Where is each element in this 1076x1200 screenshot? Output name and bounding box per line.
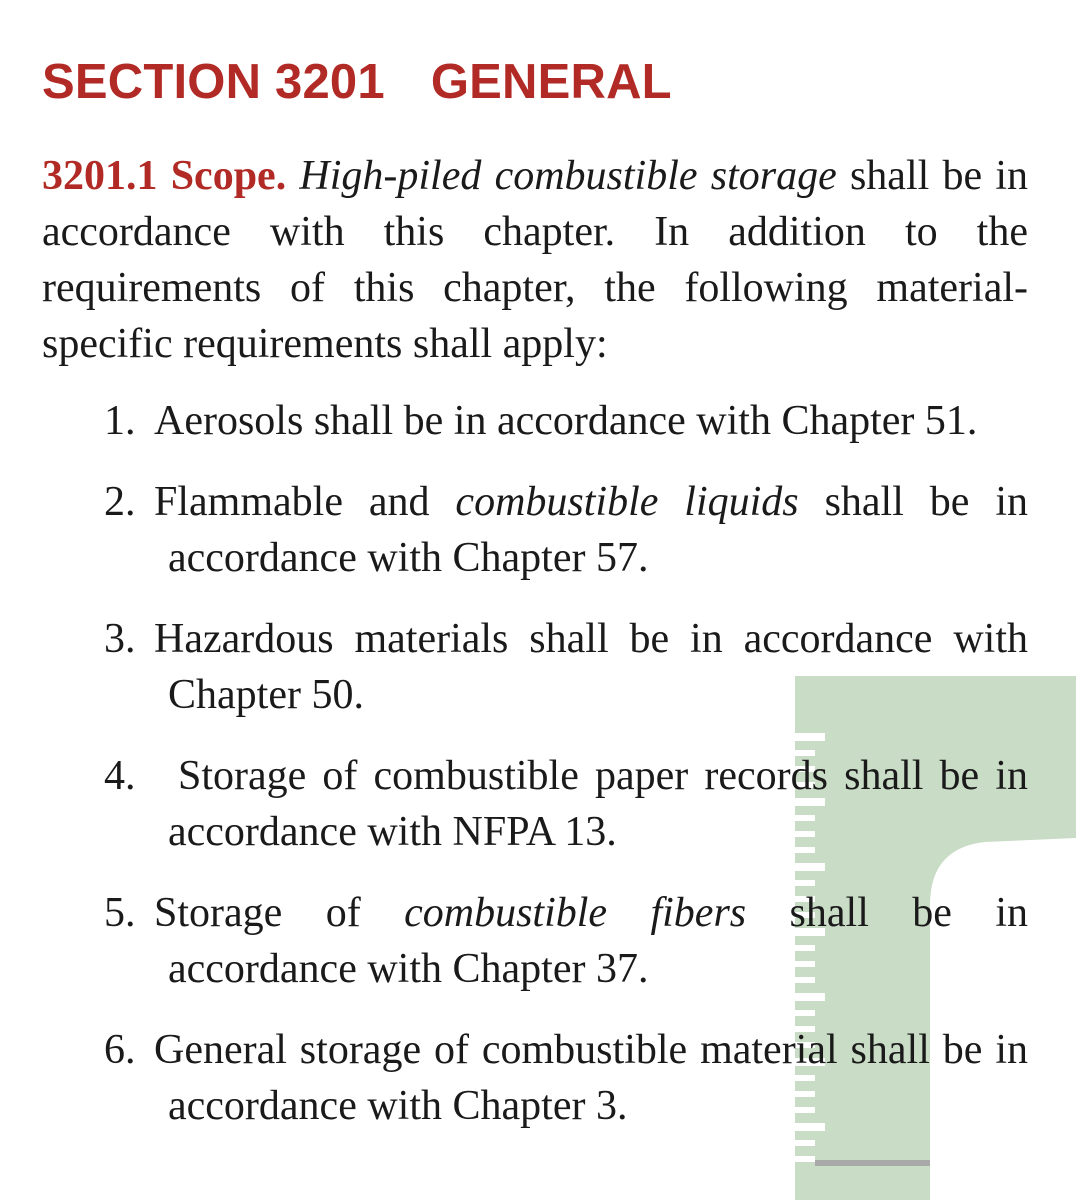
section-heading	[42, 55, 672, 109]
list-item	[104, 474, 1028, 586]
item-marker: 5.	[104, 890, 136, 936]
scope-text: shall be in accordance with this chapter. In addition to the requirements of this chapter, the following material-specific requirements shall apply:	[42, 153, 1028, 367]
list-item	[104, 748, 1028, 860]
item-text-after: shall be in accordance with Chapter 57.	[168, 479, 1029, 581]
scope-term: High-piled combustible storage	[299, 153, 837, 199]
item-marker: 1.	[104, 398, 136, 444]
item-term: combustible fibers	[404, 890, 747, 936]
ruler-base	[815, 1160, 930, 1166]
section-title: GENERAL	[430, 55, 672, 109]
list-item	[104, 1022, 1028, 1134]
scope-paragraph	[42, 148, 1028, 372]
item-marker: 4.	[104, 753, 136, 799]
list-item	[104, 611, 1028, 723]
item-text: Storage of combustible paper records shall be in accordance with NFPA 13.	[168, 753, 1028, 855]
item-text: General storage of combustible material shall be in accordance with Chapter 3.	[154, 1027, 1028, 1129]
scope-title: Scope.	[170, 153, 287, 199]
item-text: Aerosols shall be in accordance with Chapter 51.	[154, 398, 978, 444]
item-text: Storage of	[154, 890, 361, 936]
item-text: Hazardous materials shall be in accordance with Chapter 50.	[154, 616, 1028, 718]
scope-number: 3201.1	[42, 153, 158, 199]
item-text-after: shall be in accordance with Chapter 37.	[168, 890, 1028, 992]
item-text: Flammable and	[154, 479, 430, 525]
item-marker: 6.	[104, 1027, 136, 1073]
item-term: combustible liquids	[455, 479, 799, 525]
item-marker: 3.	[104, 616, 136, 662]
item-marker: 2.	[104, 479, 136, 525]
requirements-list	[104, 393, 1028, 1159]
list-item	[104, 393, 1028, 449]
section-label: SECTION 3201	[42, 55, 385, 109]
list-item	[104, 885, 1028, 997]
